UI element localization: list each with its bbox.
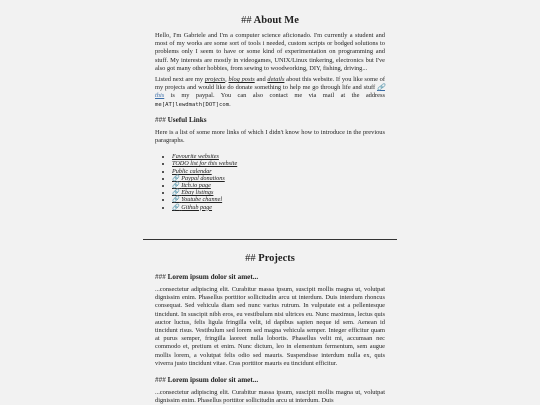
link-label: Github page: [181, 203, 213, 211]
project-title: [155, 273, 385, 282]
text-fragment: .: [229, 100, 231, 108]
projects-heading: [155, 253, 385, 265]
heading-hash: ##: [245, 253, 256, 264]
text-fragment: and: [256, 76, 266, 84]
blog-posts-link[interactable]: blog posts: [228, 76, 255, 84]
about-links-paragraph: [155, 76, 385, 109]
list-item: [172, 153, 385, 160]
link-label: Favourite websites: [172, 153, 219, 161]
text-fragment: ,: [225, 76, 227, 84]
link-label: Itch.io page: [181, 182, 211, 190]
about-heading: [155, 15, 385, 27]
project-title-text: Lorem ipsum dolor sit amet...: [167, 376, 259, 385]
link-icon: 🔗: [172, 196, 180, 204]
heading-hash: ###: [155, 115, 166, 124]
heading-text: Projects: [258, 253, 295, 264]
link-label: Paypal donations: [181, 174, 225, 182]
link-icon: 🔗: [172, 203, 180, 211]
todo-list-link[interactable]: [172, 160, 237, 167]
project-description: ...consectetur adipiscing elit. Curabitur massa ipsum, suscipit mollis magna ut, volutpat dignissim enim. Phasellus porttitor sollicitudin arcu ut interdum. Duis interdum rhoncus consequat. Sed vehicula diam sed nunc varius rutrum. In vulputate est a pellentesque tincidunt. In suscipit nibh eros, eu vestibulum nisi ultrices eu. Nunc maximus, lectus quis auctor luctus, felis ligula fringilla velit, id dapibus sapien neque id sem. Aenean id tincidunt risus. Vestibulum sed lorem sed magna vehicula semper. Integer efficitur quam at purus semper, fringilla laoreet nulla lobortis. Phasellus velit mi, accumsan nec commodo et, pretium et enim. Nunc dictum, leo in elementum fermentum, sem augue mollis lorem, a volutpat felis odio sed mauris. Suspendisse interdum nulla ex, quis viverra justo tincidunt vitae. Cras porttitor mauris eu tincidunt efficitur.: [155, 286, 385, 367]
email-address: me[AT]lewdmath[DOT]com: [155, 101, 230, 108]
text-fragment: Listed next are my: [155, 76, 204, 84]
public-calendar-link[interactable]: [172, 168, 212, 175]
heading-hash: ##: [241, 15, 252, 26]
list-item: [172, 204, 385, 211]
list-item: [172, 160, 385, 167]
section-divider: [143, 239, 397, 240]
projects-link[interactable]: projects: [204, 76, 226, 84]
heading-hash: ###: [155, 376, 166, 385]
heading-text: About Me: [253, 15, 299, 26]
favourite-websites-link[interactable]: [172, 153, 219, 160]
project-title: [155, 376, 385, 385]
github-page-link[interactable]: [172, 204, 212, 211]
link-label: TODO list for this website: [172, 160, 238, 168]
text-fragment: is my paypal. You can also contact me via mail at the address: [170, 92, 385, 100]
useful-links-heading: [155, 116, 385, 125]
link-label: Youtube channel: [181, 196, 223, 204]
list-item: [172, 175, 385, 182]
link-label: Public calendar: [172, 167, 212, 175]
useful-links-list: [155, 153, 385, 211]
details-link[interactable]: details: [267, 76, 285, 84]
project-description: ...consectetur adipiscing elit. Curabitur massa ipsum, suscipit mollis magna ut, volutpat dignissim enim. Phasellus porttitor sollicitudin arcu ut interdum. Duis: [155, 389, 385, 405]
useful-links-intro: Here is a list of some more links of which I didn't know how to introduce in the previous paragraphs.: [155, 128, 385, 145]
paypal-link-label: this: [155, 92, 165, 100]
project-title-text: Lorem ipsum dolor sit amet...: [167, 273, 259, 281]
youtube-channel-link[interactable]: [172, 196, 222, 203]
link-icon: 🔗: [172, 189, 180, 197]
about-section: [155, 15, 385, 211]
itch-io-link[interactable]: [172, 182, 211, 189]
text-fragment: about this website. If you like some of my projects and would like do donate something to help me go through life and stuff: [155, 76, 385, 92]
paypal-donations-link[interactable]: [172, 175, 225, 182]
heading-text: Useful Links: [167, 115, 207, 124]
link-icon: 🔗: [172, 182, 180, 190]
projects-section: [155, 253, 385, 405]
list-item: [172, 196, 385, 203]
list-item: [172, 168, 385, 175]
about-intro: Hello, I'm Gabriele and I'm a computer science aficionado. I'm currently a student and most of my works are some sort of tools i needed, custom scripts or bodged solutions to problems only I seem to have or some kind of experimentation on programming and stuff. My interests are mostly in videogames, UNIX/Linux tinkering, electronics but I've also got many other hobbies, from sewing to woodworking, DIY, fishing, driving...: [155, 32, 385, 72]
heading-hash: ###: [155, 273, 166, 281]
link-label: Ebay listings: [181, 189, 214, 197]
link-icon: 🔗: [172, 174, 180, 182]
link-icon: 🔗: [377, 84, 385, 92]
